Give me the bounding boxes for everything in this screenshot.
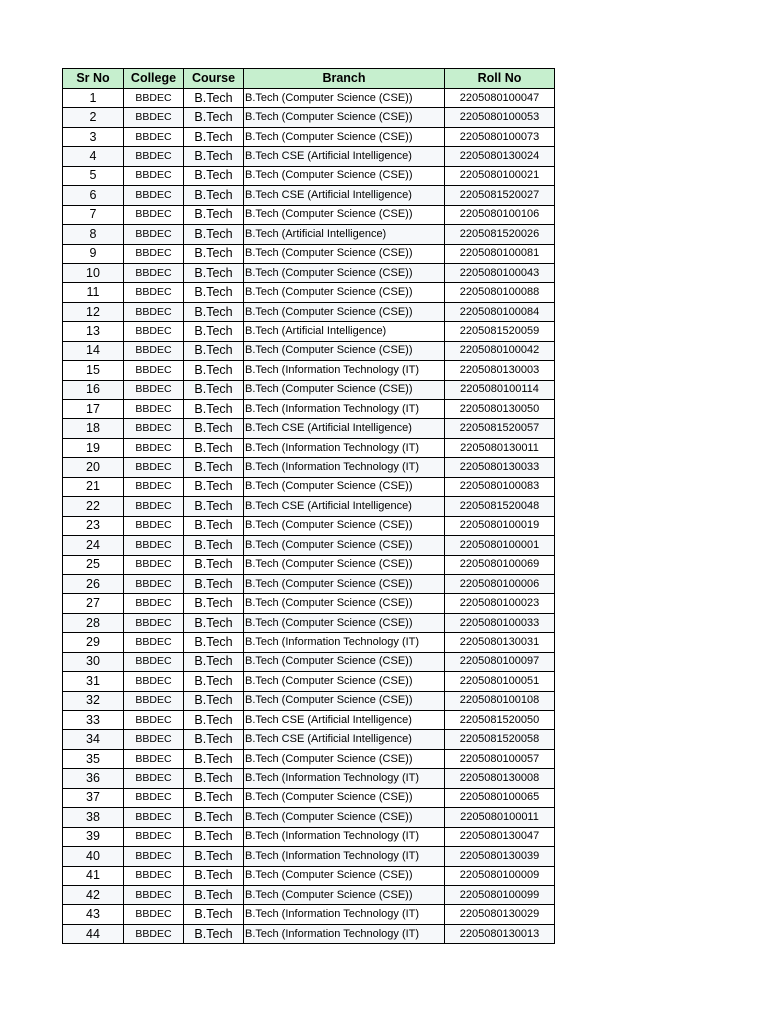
cell-course: B.Tech — [184, 905, 244, 924]
cell-college: BBDEC — [124, 108, 184, 127]
cell-roll-no: 2205080100042 — [445, 341, 555, 360]
cell-sr-no: 39 — [63, 827, 124, 846]
cell-sr-no: 7 — [63, 205, 124, 224]
table-row — [63, 594, 555, 613]
cell-course: B.Tech — [184, 788, 244, 807]
cell-college: BBDEC — [124, 672, 184, 691]
cell-branch: B.Tech (Computer Science (CSE)) — [244, 127, 445, 146]
cell-sr-no: 17 — [63, 400, 124, 419]
table-row — [63, 924, 555, 943]
header-branch: Branch — [244, 69, 445, 89]
cell-roll-no: 2205080100106 — [445, 205, 555, 224]
table-row — [63, 555, 555, 574]
cell-roll-no: 2205080100047 — [445, 89, 555, 108]
cell-college: BBDEC — [124, 555, 184, 574]
cell-college: BBDEC — [124, 225, 184, 244]
cell-sr-no: 29 — [63, 633, 124, 652]
cell-course: B.Tech — [184, 691, 244, 710]
cell-sr-no: 24 — [63, 536, 124, 555]
cell-branch: B.Tech (Information Technology (IT) — [244, 847, 445, 866]
cell-course: B.Tech — [184, 730, 244, 749]
cell-college: BBDEC — [124, 341, 184, 360]
table-body — [63, 89, 555, 944]
table-row — [63, 672, 555, 691]
table-row — [63, 477, 555, 496]
cell-sr-no: 43 — [63, 905, 124, 924]
cell-course: B.Tech — [184, 594, 244, 613]
cell-sr-no: 36 — [63, 769, 124, 788]
cell-college: BBDEC — [124, 302, 184, 321]
table-row — [63, 613, 555, 632]
cell-branch: B.Tech (Computer Science (CSE)) — [244, 613, 445, 632]
cell-roll-no: 2205080100097 — [445, 652, 555, 671]
table-row — [63, 749, 555, 768]
cell-college: BBDEC — [124, 749, 184, 768]
cell-sr-no: 38 — [63, 808, 124, 827]
table-row — [63, 885, 555, 904]
cell-sr-no: 35 — [63, 749, 124, 768]
table-row — [63, 400, 555, 419]
cell-sr-no: 28 — [63, 613, 124, 632]
cell-college: BBDEC — [124, 788, 184, 807]
header-sr-no: Sr No — [63, 69, 124, 89]
cell-sr-no: 3 — [63, 127, 124, 146]
cell-branch: B.Tech (Artificial Intelligence) — [244, 322, 445, 341]
cell-course: B.Tech — [184, 477, 244, 496]
table-row — [63, 361, 555, 380]
cell-branch: B.Tech (Computer Science (CSE)) — [244, 788, 445, 807]
cell-branch: B.Tech (Computer Science (CSE)) — [244, 691, 445, 710]
table-row — [63, 244, 555, 263]
cell-sr-no: 21 — [63, 477, 124, 496]
cell-roll-no: 2205080130013 — [445, 924, 555, 943]
cell-college: BBDEC — [124, 497, 184, 516]
table-row — [63, 633, 555, 652]
cell-roll-no: 2205080100073 — [445, 127, 555, 146]
cell-college: BBDEC — [124, 711, 184, 730]
cell-roll-no: 2205080130008 — [445, 769, 555, 788]
table-row — [63, 652, 555, 671]
cell-college: BBDEC — [124, 866, 184, 885]
cell-college: BBDEC — [124, 536, 184, 555]
cell-college: BBDEC — [124, 419, 184, 438]
cell-college: BBDEC — [124, 885, 184, 904]
table-row — [63, 458, 555, 477]
cell-roll-no: 2205080100081 — [445, 244, 555, 263]
cell-roll-no: 2205080100108 — [445, 691, 555, 710]
cell-branch: B.Tech (Computer Science (CSE)) — [244, 652, 445, 671]
table-row — [63, 808, 555, 827]
cell-roll-no: 2205080130029 — [445, 905, 555, 924]
cell-roll-no: 2205080100023 — [445, 594, 555, 613]
cell-college: BBDEC — [124, 594, 184, 613]
cell-roll-no: 2205080130003 — [445, 361, 555, 380]
cell-branch: B.Tech CSE (Artificial Intelligence) — [244, 147, 445, 166]
cell-branch: B.Tech (Computer Science (CSE)) — [244, 808, 445, 827]
table-row — [63, 827, 555, 846]
cell-branch: B.Tech (Information Technology (IT) — [244, 438, 445, 457]
cell-college: BBDEC — [124, 361, 184, 380]
cell-college: BBDEC — [124, 186, 184, 205]
cell-roll-no: 2205080100053 — [445, 108, 555, 127]
cell-course: B.Tech — [184, 205, 244, 224]
table-row — [63, 516, 555, 535]
cell-college: BBDEC — [124, 458, 184, 477]
cell-roll-no: 2205080130039 — [445, 847, 555, 866]
cell-sr-no: 23 — [63, 516, 124, 535]
cell-course: B.Tech — [184, 924, 244, 943]
cell-branch: B.Tech (Computer Science (CSE)) — [244, 263, 445, 282]
table-row — [63, 866, 555, 885]
cell-course: B.Tech — [184, 186, 244, 205]
cell-roll-no: 2205080100021 — [445, 166, 555, 185]
cell-college: BBDEC — [124, 847, 184, 866]
cell-branch: B.Tech (Computer Science (CSE)) — [244, 302, 445, 321]
cell-course: B.Tech — [184, 497, 244, 516]
cell-roll-no: 2205081520027 — [445, 186, 555, 205]
header-roll-no: Roll No — [445, 69, 555, 89]
cell-branch: B.Tech CSE (Artificial Intelligence) — [244, 497, 445, 516]
cell-sr-no: 6 — [63, 186, 124, 205]
cell-college: BBDEC — [124, 633, 184, 652]
cell-sr-no: 14 — [63, 341, 124, 360]
cell-roll-no: 2205080100019 — [445, 516, 555, 535]
cell-roll-no: 2205080130024 — [445, 147, 555, 166]
cell-course: B.Tech — [184, 419, 244, 438]
cell-branch: B.Tech (Computer Science (CSE)) — [244, 594, 445, 613]
cell-branch: B.Tech CSE (Artificial Intelligence) — [244, 711, 445, 730]
cell-college: BBDEC — [124, 905, 184, 924]
cell-sr-no: 1 — [63, 89, 124, 108]
cell-roll-no: 2205080100051 — [445, 672, 555, 691]
table-row — [63, 438, 555, 457]
cell-sr-no: 32 — [63, 691, 124, 710]
cell-college: BBDEC — [124, 127, 184, 146]
cell-branch: B.Tech (Computer Science (CSE)) — [244, 536, 445, 555]
table-row — [63, 225, 555, 244]
table-row — [63, 574, 555, 593]
cell-branch: B.Tech CSE (Artificial Intelligence) — [244, 186, 445, 205]
cell-college: BBDEC — [124, 808, 184, 827]
cell-course: B.Tech — [184, 574, 244, 593]
student-roll-table — [62, 68, 555, 944]
cell-branch: B.Tech (Computer Science (CSE)) — [244, 244, 445, 263]
header-row — [63, 69, 555, 89]
cell-roll-no: 2205080100099 — [445, 885, 555, 904]
table-row — [63, 89, 555, 108]
cell-course: B.Tech — [184, 283, 244, 302]
cell-sr-no: 31 — [63, 672, 124, 691]
cell-sr-no: 4 — [63, 147, 124, 166]
cell-sr-no: 37 — [63, 788, 124, 807]
cell-roll-no: 2205080130050 — [445, 400, 555, 419]
cell-branch: B.Tech CSE (Artificial Intelligence) — [244, 730, 445, 749]
cell-sr-no: 34 — [63, 730, 124, 749]
cell-sr-no: 20 — [63, 458, 124, 477]
cell-course: B.Tech — [184, 808, 244, 827]
cell-college: BBDEC — [124, 205, 184, 224]
cell-sr-no: 25 — [63, 555, 124, 574]
table-row — [63, 205, 555, 224]
cell-college: BBDEC — [124, 380, 184, 399]
cell-college: BBDEC — [124, 827, 184, 846]
cell-course: B.Tech — [184, 361, 244, 380]
cell-roll-no: 2205081520050 — [445, 711, 555, 730]
cell-college: BBDEC — [124, 244, 184, 263]
cell-college: BBDEC — [124, 322, 184, 341]
cell-sr-no: 30 — [63, 652, 124, 671]
cell-course: B.Tech — [184, 302, 244, 321]
table-row — [63, 302, 555, 321]
cell-sr-no: 22 — [63, 497, 124, 516]
cell-roll-no: 2205081520059 — [445, 322, 555, 341]
table-row — [63, 341, 555, 360]
table-row — [63, 283, 555, 302]
table-row — [63, 322, 555, 341]
cell-course: B.Tech — [184, 885, 244, 904]
cell-college: BBDEC — [124, 147, 184, 166]
cell-roll-no: 2205081520058 — [445, 730, 555, 749]
table-row — [63, 847, 555, 866]
cell-course: B.Tech — [184, 341, 244, 360]
cell-sr-no: 5 — [63, 166, 124, 185]
cell-branch: B.Tech (Information Technology (IT) — [244, 827, 445, 846]
cell-college: BBDEC — [124, 924, 184, 943]
cell-branch: B.Tech (Computer Science (CSE)) — [244, 89, 445, 108]
cell-roll-no: 2205080130031 — [445, 633, 555, 652]
table-row — [63, 769, 555, 788]
table-row — [63, 147, 555, 166]
cell-roll-no: 2205080130011 — [445, 438, 555, 457]
cell-roll-no: 2205080100084 — [445, 302, 555, 321]
cell-roll-no: 2205080100009 — [445, 866, 555, 885]
table-row — [63, 536, 555, 555]
cell-branch: B.Tech (Computer Science (CSE)) — [244, 574, 445, 593]
table-row — [63, 166, 555, 185]
cell-branch: B.Tech (Computer Science (CSE)) — [244, 866, 445, 885]
header-course: Course — [184, 69, 244, 89]
table-row — [63, 730, 555, 749]
cell-branch: B.Tech (Information Technology (IT) — [244, 924, 445, 943]
cell-course: B.Tech — [184, 166, 244, 185]
cell-sr-no: 40 — [63, 847, 124, 866]
cell-roll-no: 2205081520026 — [445, 225, 555, 244]
cell-course: B.Tech — [184, 711, 244, 730]
cell-sr-no: 26 — [63, 574, 124, 593]
cell-branch: B.Tech (Information Technology (IT) — [244, 361, 445, 380]
cell-college: BBDEC — [124, 400, 184, 419]
cell-sr-no: 19 — [63, 438, 124, 457]
cell-roll-no: 2205080100069 — [445, 555, 555, 574]
cell-course: B.Tech — [184, 108, 244, 127]
cell-college: BBDEC — [124, 283, 184, 302]
cell-college: BBDEC — [124, 166, 184, 185]
cell-branch: B.Tech (Computer Science (CSE)) — [244, 672, 445, 691]
cell-course: B.Tech — [184, 672, 244, 691]
cell-college: BBDEC — [124, 516, 184, 535]
cell-course: B.Tech — [184, 380, 244, 399]
cell-roll-no: 2205080130033 — [445, 458, 555, 477]
cell-course: B.Tech — [184, 516, 244, 535]
cell-branch: B.Tech (Computer Science (CSE)) — [244, 166, 445, 185]
cell-course: B.Tech — [184, 633, 244, 652]
cell-course: B.Tech — [184, 400, 244, 419]
table-header — [63, 69, 555, 89]
cell-college: BBDEC — [124, 438, 184, 457]
cell-branch: B.Tech CSE (Artificial Intelligence) — [244, 419, 445, 438]
cell-branch: B.Tech (Computer Science (CSE)) — [244, 341, 445, 360]
cell-branch: B.Tech (Computer Science (CSE)) — [244, 380, 445, 399]
cell-course: B.Tech — [184, 749, 244, 768]
cell-roll-no: 2205080100001 — [445, 536, 555, 555]
cell-roll-no: 2205080100088 — [445, 283, 555, 302]
cell-roll-no: 2205080100114 — [445, 380, 555, 399]
cell-course: B.Tech — [184, 827, 244, 846]
cell-roll-no: 2205080100011 — [445, 808, 555, 827]
cell-college: BBDEC — [124, 263, 184, 282]
cell-sr-no: 2 — [63, 108, 124, 127]
table-row — [63, 127, 555, 146]
table-row — [63, 905, 555, 924]
cell-branch: B.Tech (Computer Science (CSE)) — [244, 885, 445, 904]
cell-course: B.Tech — [184, 652, 244, 671]
cell-roll-no: 2205080100057 — [445, 749, 555, 768]
cell-branch: B.Tech (Artificial Intelligence) — [244, 225, 445, 244]
cell-sr-no: 44 — [63, 924, 124, 943]
table-row — [63, 108, 555, 127]
cell-course: B.Tech — [184, 244, 244, 263]
cell-branch: B.Tech (Information Technology (IT) — [244, 905, 445, 924]
cell-sr-no: 33 — [63, 711, 124, 730]
cell-branch: B.Tech (Information Technology (IT) — [244, 769, 445, 788]
cell-course: B.Tech — [184, 769, 244, 788]
cell-branch: B.Tech (Computer Science (CSE)) — [244, 283, 445, 302]
cell-college: BBDEC — [124, 730, 184, 749]
cell-course: B.Tech — [184, 438, 244, 457]
cell-college: BBDEC — [124, 477, 184, 496]
cell-course: B.Tech — [184, 847, 244, 866]
cell-roll-no: 2205081520057 — [445, 419, 555, 438]
table-row — [63, 711, 555, 730]
cell-sr-no: 27 — [63, 594, 124, 613]
cell-branch: B.Tech (Information Technology (IT) — [244, 458, 445, 477]
cell-branch: B.Tech (Computer Science (CSE)) — [244, 516, 445, 535]
cell-course: B.Tech — [184, 147, 244, 166]
cell-sr-no: 18 — [63, 419, 124, 438]
cell-roll-no: 2205080100083 — [445, 477, 555, 496]
table-row — [63, 263, 555, 282]
cell-roll-no: 2205080130047 — [445, 827, 555, 846]
table-row — [63, 691, 555, 710]
table-row — [63, 419, 555, 438]
cell-sr-no: 16 — [63, 380, 124, 399]
cell-branch: B.Tech (Computer Science (CSE)) — [244, 108, 445, 127]
cell-sr-no: 8 — [63, 225, 124, 244]
cell-course: B.Tech — [184, 536, 244, 555]
cell-roll-no: 2205081520048 — [445, 497, 555, 516]
cell-branch: B.Tech (Computer Science (CSE)) — [244, 555, 445, 574]
cell-course: B.Tech — [184, 263, 244, 282]
cell-college: BBDEC — [124, 89, 184, 108]
cell-college: BBDEC — [124, 769, 184, 788]
cell-roll-no: 2205080100065 — [445, 788, 555, 807]
cell-sr-no: 10 — [63, 263, 124, 282]
cell-roll-no: 2205080100033 — [445, 613, 555, 632]
cell-sr-no: 11 — [63, 283, 124, 302]
cell-sr-no: 12 — [63, 302, 124, 321]
cell-college: BBDEC — [124, 574, 184, 593]
cell-sr-no: 9 — [63, 244, 124, 263]
cell-branch: B.Tech (Computer Science (CSE)) — [244, 205, 445, 224]
cell-branch: B.Tech (Information Technology (IT) — [244, 400, 445, 419]
cell-course: B.Tech — [184, 322, 244, 341]
cell-sr-no: 15 — [63, 361, 124, 380]
cell-college: BBDEC — [124, 652, 184, 671]
cell-college: BBDEC — [124, 613, 184, 632]
cell-course: B.Tech — [184, 127, 244, 146]
cell-branch: B.Tech (Computer Science (CSE)) — [244, 749, 445, 768]
cell-roll-no: 2205080100006 — [445, 574, 555, 593]
cell-branch: B.Tech (Information Technology (IT) — [244, 633, 445, 652]
cell-course: B.Tech — [184, 866, 244, 885]
table-row — [63, 380, 555, 399]
cell-course: B.Tech — [184, 555, 244, 574]
cell-roll-no: 2205080100043 — [445, 263, 555, 282]
table-row — [63, 788, 555, 807]
table-row — [63, 497, 555, 516]
cell-college: BBDEC — [124, 691, 184, 710]
cell-sr-no: 13 — [63, 322, 124, 341]
cell-course: B.Tech — [184, 613, 244, 632]
cell-sr-no: 42 — [63, 885, 124, 904]
cell-course: B.Tech — [184, 458, 244, 477]
cell-course: B.Tech — [184, 225, 244, 244]
cell-branch: B.Tech (Computer Science (CSE)) — [244, 477, 445, 496]
table-row — [63, 186, 555, 205]
cell-course: B.Tech — [184, 89, 244, 108]
cell-sr-no: 41 — [63, 866, 124, 885]
header-college: College — [124, 69, 184, 89]
